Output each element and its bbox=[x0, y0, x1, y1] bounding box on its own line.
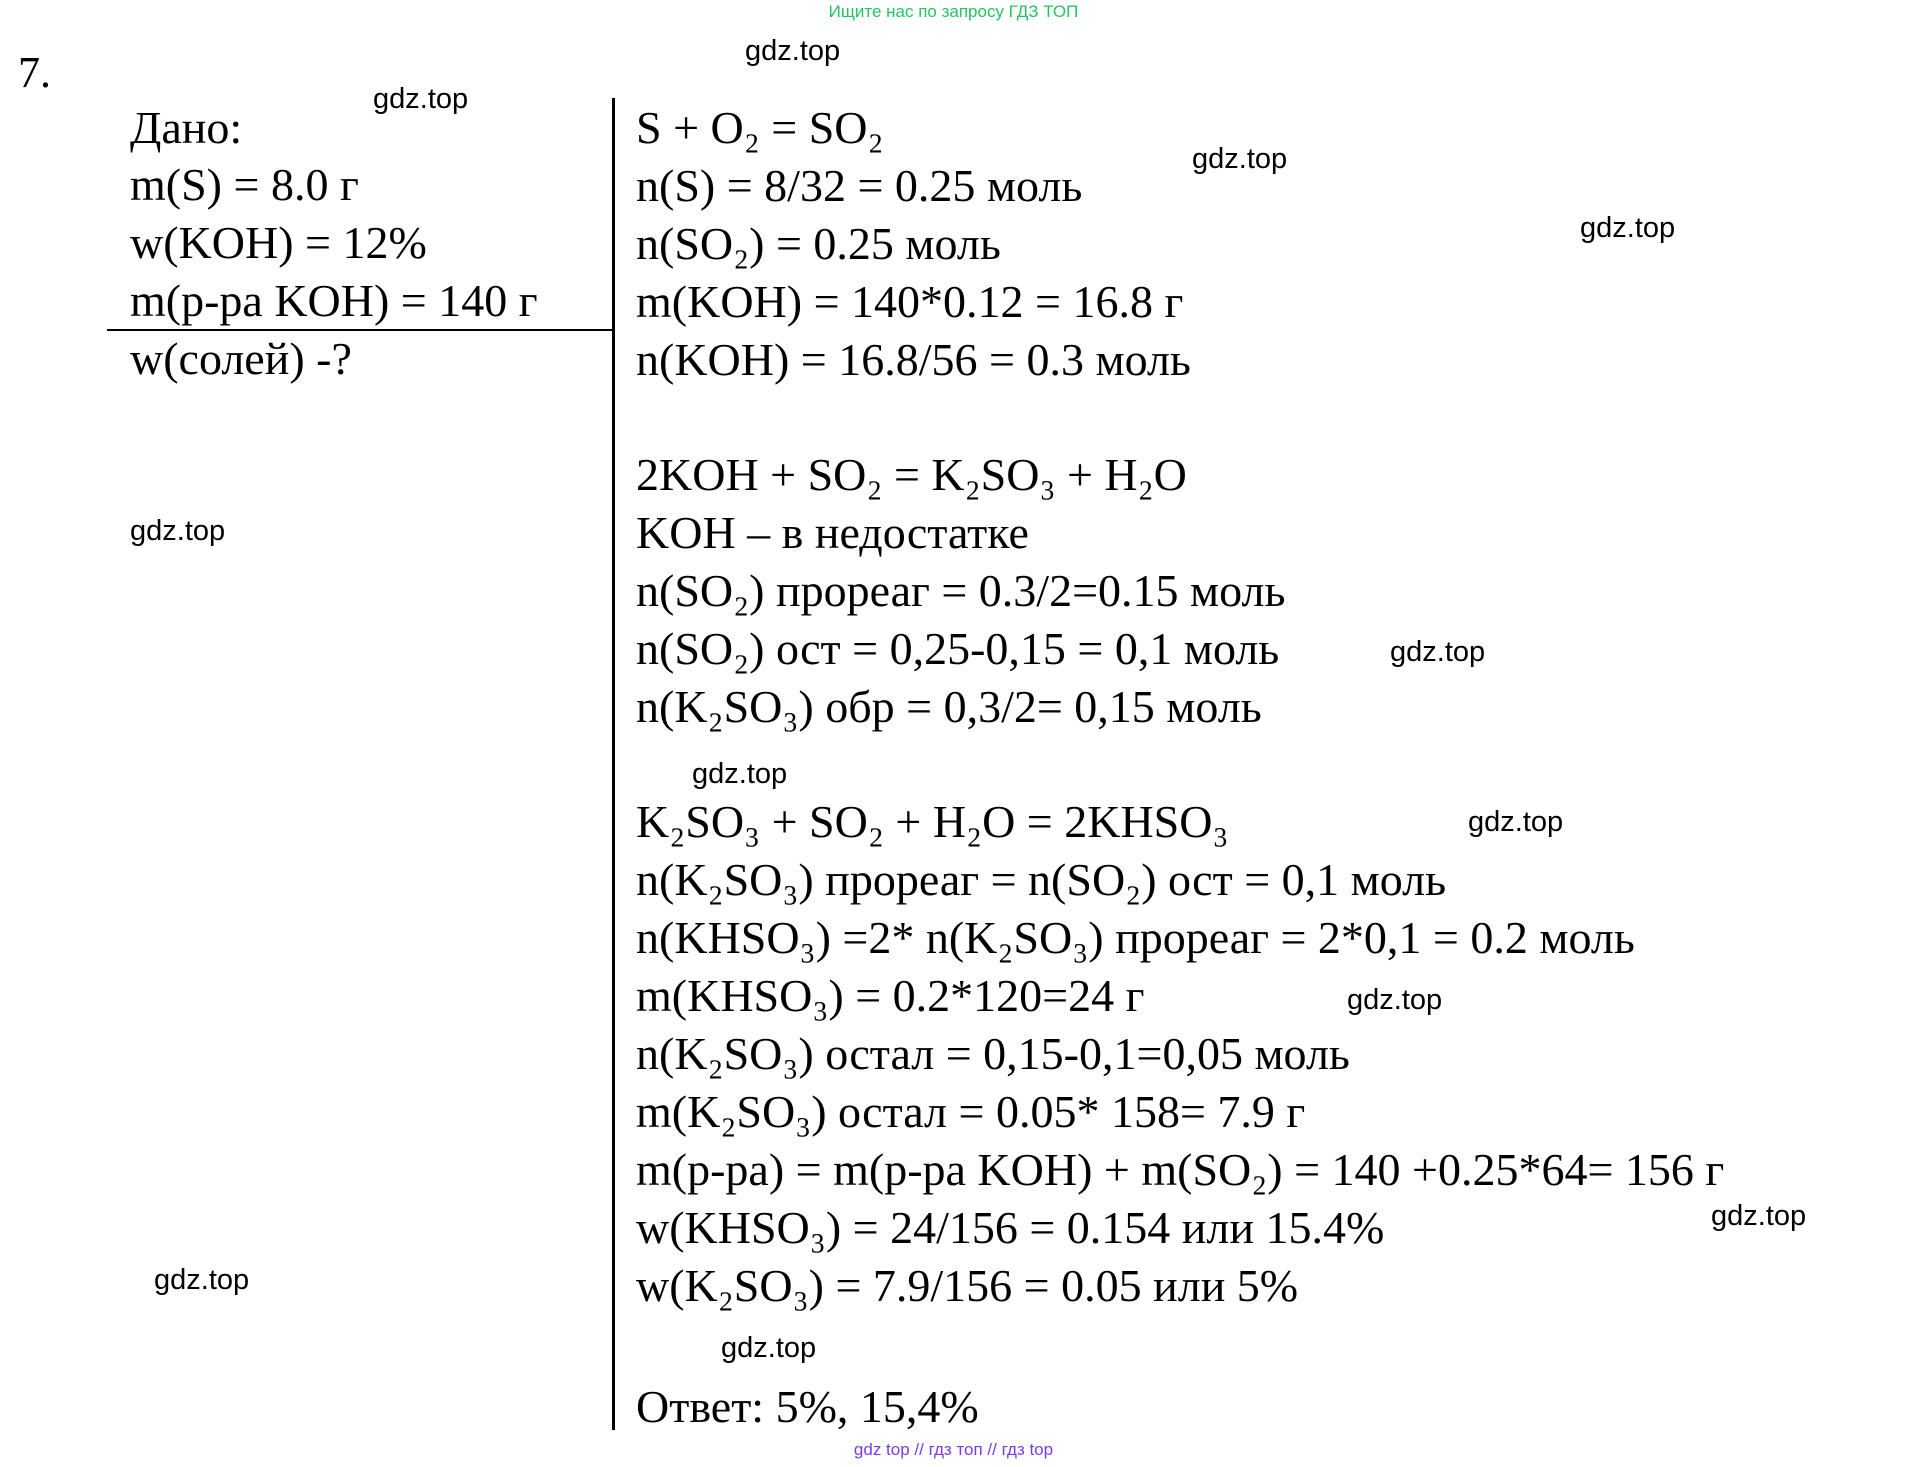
solution-line: m(KOH) = 140*0.12 = 16.8 г bbox=[636, 276, 1184, 327]
watermark: gdz.top bbox=[1347, 984, 1443, 1016]
given-line: w(KOH) = 12% bbox=[130, 217, 427, 268]
solution-line: n(KOH) = 16.8/56 = 0.3 моль bbox=[636, 334, 1191, 385]
watermark: gdz.top bbox=[154, 1264, 250, 1296]
answer-line: Ответ: 5%, 15,4% bbox=[636, 1381, 979, 1432]
solution-line: n(SO₂) ост = 0,25-0,15 = 0,1 моль bbox=[636, 623, 1280, 674]
watermark: gdz.top bbox=[1580, 212, 1676, 244]
solution-line: K₂SO₃ + SO₂ + H₂O = 2KHSO₃ bbox=[636, 796, 1229, 847]
given-title: Дано: bbox=[130, 102, 243, 153]
watermark: gdz.top bbox=[1390, 636, 1486, 668]
solution-line: n(K₂SO₃) прореаг = n(SO₂) ост = 0,1 моль bbox=[636, 854, 1447, 905]
solution-line: 2KOH + SO₂ = K₂SO₃ + H₂O bbox=[636, 449, 1187, 500]
given-divider bbox=[107, 329, 614, 331]
solution-line: w(K₂SO₃) = 7.9/156 = 0.05 или 5% bbox=[636, 1260, 1299, 1311]
watermark: gdz.top bbox=[1711, 1200, 1807, 1232]
watermark: gdz.top bbox=[1468, 806, 1564, 838]
given-line: m(S) = 8.0 г bbox=[130, 159, 359, 210]
watermark: gdz.top bbox=[692, 758, 788, 790]
watermark: gdz.top bbox=[745, 35, 841, 67]
footer-banner: gdz top // гдз топ // гдз top bbox=[853, 1440, 1054, 1459]
solution-line: n(KHSO₃) =2* n(K₂SO₃) прореаг = 2*0,1 = 0.2 моль bbox=[636, 912, 1635, 963]
watermark: gdz.top bbox=[373, 83, 469, 115]
solution-line: w(KHSO₃) = 24/156 = 0.154 или 15.4% bbox=[636, 1202, 1385, 1253]
column-divider bbox=[612, 98, 615, 1430]
watermark: gdz.top bbox=[130, 515, 226, 547]
solution-line: KOH – в недостатке bbox=[636, 507, 1029, 558]
watermark: gdz.top bbox=[721, 1332, 817, 1364]
given-line: m(р-ра KOH) = 140 г bbox=[130, 275, 538, 326]
header-banner: Ищите нас по запросу ГДЗ ТОП bbox=[828, 2, 1079, 21]
watermark: gdz.top bbox=[1192, 143, 1288, 175]
find-line: w(солей) -? bbox=[130, 333, 352, 384]
solution-line: m(K₂SO₃) остал = 0.05* 158= 7.9 г bbox=[636, 1086, 1306, 1137]
task-number: 7. bbox=[18, 48, 51, 97]
solution-line: n(SO₂) прореаг = 0.3/2=0.15 моль bbox=[636, 565, 1286, 616]
solution-line: m(KHSO₃) = 0.2*120=24 г bbox=[636, 970, 1145, 1021]
solution-line: n(S) = 8/32 = 0.25 моль bbox=[636, 160, 1083, 211]
solution-line: m(р-ра) = m(р-ра KOH) + m(SO₂) = 140 +0.25*64= 156 г bbox=[636, 1144, 1725, 1195]
solution-line: n(SO₂) = 0.25 моль bbox=[636, 218, 1001, 269]
solution-line: n(K₂SO₃) обр = 0,3/2= 0,15 моль bbox=[636, 681, 1262, 732]
solution-line: n(K₂SO₃) остал = 0,15-0,1=0,05 моль bbox=[636, 1028, 1350, 1079]
solution-line: S + O₂ = SO₂ bbox=[636, 102, 884, 153]
